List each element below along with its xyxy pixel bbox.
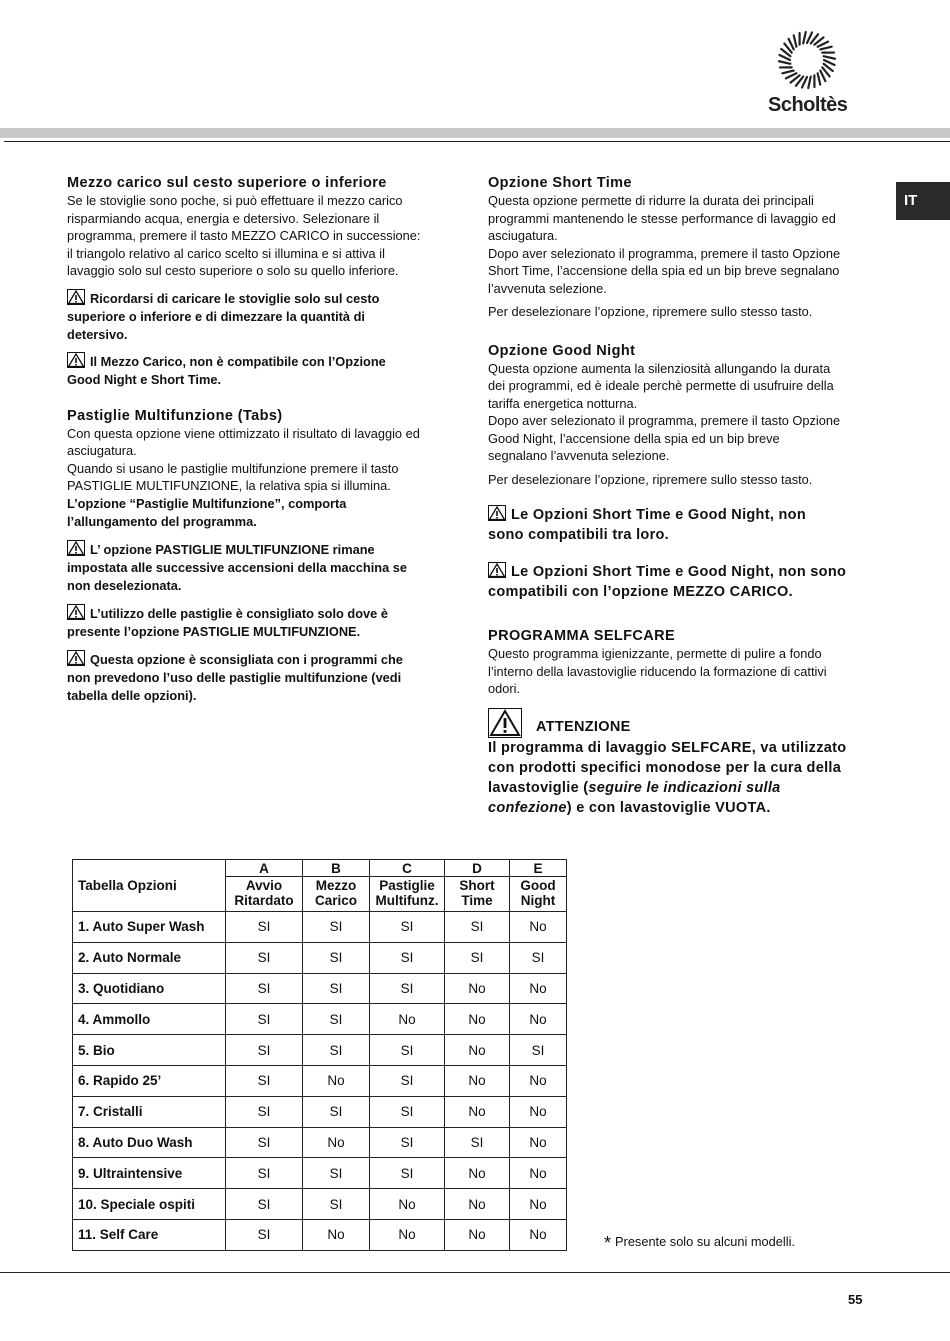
option-cell: SI bbox=[370, 1096, 445, 1127]
table-title: Tabella Opzioni bbox=[73, 860, 226, 912]
warning-text: Il Mezzo Carico, non è compatibile con l’Opzione bbox=[90, 353, 386, 369]
text-line: asciugatura. bbox=[488, 228, 558, 243]
option-cell: No bbox=[510, 1158, 567, 1189]
text-line: Per deselezionare l’opzione, ripremere sullo stesso tasto. bbox=[488, 304, 813, 319]
option-cell: SI bbox=[226, 1035, 303, 1066]
column-letter: D bbox=[445, 860, 510, 877]
warning-note bbox=[67, 540, 447, 595]
warning-text: impostata alle successive accensioni della macchina se bbox=[67, 559, 408, 575]
option-cell: SI bbox=[303, 1096, 370, 1127]
warning-text: superiore o inferiore e di dimezzare la quantità di bbox=[67, 308, 365, 324]
text-line: Se le stoviglie sono poche, si può effettuare il mezzo carico bbox=[67, 193, 403, 208]
column-letter: E bbox=[510, 860, 567, 877]
program-name: 1. Auto Super Wash bbox=[73, 912, 226, 943]
option-cell: SI bbox=[370, 1035, 445, 1066]
option-cell: No bbox=[445, 1096, 510, 1127]
option-cell: SI bbox=[226, 942, 303, 973]
warning-text: non prevedono l’uso delle pastiglie multifunzione (vedi bbox=[67, 669, 402, 685]
option-cell: SI bbox=[226, 1065, 303, 1096]
option-cell: SI bbox=[303, 912, 370, 943]
text-line: Con questa opzione viene ottimizzato il risultato di lavaggio ed bbox=[67, 425, 420, 441]
text-line: programmi mantenendo le stesse performance di lavaggio ed bbox=[488, 210, 836, 226]
column-header: Good bbox=[510, 877, 567, 894]
table-row bbox=[73, 1065, 567, 1096]
attention-title: ATTENZIONE bbox=[536, 718, 631, 735]
program-name: 10. Speciale ospiti bbox=[73, 1189, 226, 1220]
warning-text: Le Opzioni Short Time e Good Night, non sono bbox=[511, 564, 847, 580]
option-cell: SI bbox=[370, 973, 445, 1004]
text-line: Dopo aver selezionato il programma, premere il tasto Opzione bbox=[488, 245, 841, 261]
text-line: tariffa energetica notturna. bbox=[488, 395, 638, 411]
option-cell: SI bbox=[303, 1004, 370, 1035]
table-row bbox=[73, 1189, 567, 1220]
column-letter: C bbox=[370, 860, 445, 877]
text-line: il triangolo relativo al carico scelto si illumina e si attiva il bbox=[67, 245, 385, 261]
section-title-pastiglie: Pastiglie Multifunzione (Tabs) bbox=[67, 407, 283, 424]
warning-triangle-icon bbox=[67, 289, 85, 305]
warning-text: Ricordarsi di caricare le stoviglie solo sul cesto bbox=[90, 290, 380, 306]
text-line: l’interno della lavastoviglie riducendo la formazione di cattivi bbox=[488, 663, 827, 679]
warning-triangle-icon bbox=[67, 650, 85, 666]
section-title-short-time: Opzione Short Time bbox=[488, 175, 632, 191]
table-row bbox=[73, 942, 567, 973]
warning-text: L’utilizzo delle pastiglie è consigliato solo dove è bbox=[90, 605, 388, 621]
text-line: risparmiando acqua, energia e detersivo. Selezionare il bbox=[67, 210, 380, 226]
table-row bbox=[73, 1158, 567, 1189]
footnote-star: * bbox=[604, 1233, 612, 1253]
option-cell: SI bbox=[303, 1189, 370, 1220]
option-cell: No bbox=[370, 1189, 445, 1220]
program-name: 2. Auto Normale bbox=[73, 942, 226, 973]
column-header: Night bbox=[510, 893, 567, 912]
option-cell: No bbox=[510, 973, 567, 1004]
text-line: PASTIGLIE MULTIFUNZIONE, la relativa spia si illumina. bbox=[67, 478, 391, 493]
option-cell: No bbox=[445, 1065, 510, 1096]
warning-note bbox=[67, 604, 447, 641]
option-cell: SI bbox=[303, 1035, 370, 1066]
text-line: Short Time, l’accensione della spia ed un bip breve segnalano bbox=[488, 263, 840, 278]
option-cell: SI bbox=[303, 973, 370, 1004]
warning-text: sono compatibili tra loro. bbox=[488, 527, 670, 543]
warning-text: L’ opzione PASTIGLIE MULTIFUNZIONE rimane bbox=[90, 541, 375, 557]
header-bar bbox=[0, 128, 950, 138]
table-row bbox=[73, 1096, 567, 1127]
column-header: Short bbox=[445, 877, 510, 894]
attention-text: Il programma di lavaggio SELFCARE, va utilizzato bbox=[488, 739, 847, 756]
table-row bbox=[73, 1035, 567, 1066]
option-cell: No bbox=[510, 1065, 567, 1096]
option-cell: No bbox=[510, 1096, 567, 1127]
option-cell: SI bbox=[370, 1127, 445, 1158]
attention-text: con prodotti specifici monodose per la cura della bbox=[488, 759, 842, 776]
warning-text: Questa opzione è sconsigliata con i programmi che bbox=[90, 651, 403, 667]
column-header: Carico bbox=[303, 893, 370, 912]
text-line: lavaggio solo sul cesto superiore o solo su quello inferiore. bbox=[67, 263, 399, 278]
attention-text-italic: confezione bbox=[488, 799, 567, 816]
column-header: Avvio bbox=[226, 877, 303, 894]
table-row bbox=[73, 973, 567, 1004]
warning-text: Le Opzioni Short Time e Good Night, non bbox=[511, 507, 806, 523]
option-cell: SI bbox=[370, 1158, 445, 1189]
warning-triangle-icon bbox=[488, 562, 506, 578]
options-table-wrapper bbox=[72, 859, 567, 1251]
program-name: 9. Ultraintensive bbox=[73, 1158, 226, 1189]
table-row bbox=[73, 912, 567, 943]
column-letter: B bbox=[303, 860, 370, 877]
column-header: Time bbox=[445, 893, 510, 912]
table-row bbox=[73, 1219, 567, 1250]
warning-note bbox=[67, 650, 447, 705]
column-header: Mezzo bbox=[303, 877, 370, 894]
text-line: Questa opzione permette di ridurre la durata dei principali bbox=[488, 193, 814, 208]
option-cell: No bbox=[445, 1035, 510, 1066]
attention-text-italic: seguire le indicazioni sulla bbox=[588, 779, 781, 796]
text-line: programma, premere il tasto MEZZO CARICO in successione: bbox=[67, 228, 421, 243]
text-line: dei programmi, ed è ideale perchè permette di usufruire della bbox=[488, 378, 834, 393]
program-name: 6. Rapido 25’ bbox=[73, 1065, 226, 1096]
attention-box bbox=[488, 708, 888, 818]
section-title-selfcare: PROGRAMMA SELFCARE bbox=[488, 628, 676, 644]
program-name: 7. Cristalli bbox=[73, 1096, 226, 1127]
option-cell: No bbox=[303, 1127, 370, 1158]
text-line: Dopo aver selezionato il programma, premere il tasto Opzione bbox=[488, 413, 841, 428]
warning-triangle-icon bbox=[488, 708, 522, 738]
program-name: 5. Bio bbox=[73, 1035, 226, 1066]
brand-logo bbox=[776, 30, 838, 90]
option-cell: No bbox=[445, 1004, 510, 1035]
brand-name: Scholtès bbox=[768, 94, 848, 116]
option-cell: SI bbox=[303, 1158, 370, 1189]
option-cell: No bbox=[510, 1004, 567, 1035]
option-cell: SI bbox=[510, 942, 567, 973]
warning-note bbox=[67, 352, 447, 389]
section-title-good-night: Opzione Good Night bbox=[488, 342, 636, 359]
program-name: 3. Quotidiano bbox=[73, 973, 226, 1004]
warning-text: compatibili con l’opzione MEZZO CARICO. bbox=[488, 584, 793, 600]
option-cell: No bbox=[445, 1158, 510, 1189]
warning-text: tabella delle opzioni). bbox=[67, 687, 197, 703]
table-header-letters bbox=[73, 860, 567, 877]
text-line: Per deselezionare l’opzione, ripremere sullo stesso tasto. bbox=[488, 471, 813, 487]
program-name: 8. Auto Duo Wash bbox=[73, 1127, 226, 1158]
option-cell: No bbox=[303, 1219, 370, 1250]
option-cell: No bbox=[370, 1219, 445, 1250]
option-cell: No bbox=[510, 912, 567, 943]
text-line: Quando si usano le pastiglie multifunzione premere il tasto bbox=[67, 460, 399, 476]
option-cell: SI bbox=[370, 942, 445, 973]
column-header: Pastiglie bbox=[370, 877, 445, 894]
warning-text: Good Night e Short Time. bbox=[67, 371, 222, 387]
option-cell: SI bbox=[226, 1219, 303, 1250]
text-line: l’avvenuta selezione. bbox=[488, 280, 607, 296]
option-cell: SI bbox=[226, 973, 303, 1004]
option-cell: SI bbox=[303, 942, 370, 973]
attention-text: ) e con lavastoviglie VUOTA. bbox=[566, 799, 771, 816]
option-cell: SI bbox=[226, 1004, 303, 1035]
option-cell: SI bbox=[226, 1096, 303, 1127]
option-cell: SI bbox=[445, 1127, 510, 1158]
option-cell: SI bbox=[510, 1035, 567, 1066]
warning-triangle-icon bbox=[67, 352, 85, 368]
options-table bbox=[72, 859, 567, 1251]
warning-text: detersivo. bbox=[67, 326, 128, 342]
program-name: 11. Self Care bbox=[73, 1219, 226, 1250]
program-name: 4. Ammollo bbox=[73, 1004, 226, 1035]
text-line: odori. bbox=[488, 681, 521, 696]
section-title-mezzo-carico: Mezzo carico sul cesto superiore o inferiore bbox=[67, 175, 387, 191]
column-letter: A bbox=[226, 860, 303, 877]
option-cell: SI bbox=[226, 912, 303, 943]
language-tab[interactable]: IT bbox=[896, 182, 950, 220]
left-column bbox=[67, 175, 447, 705]
option-cell: SI bbox=[445, 942, 510, 973]
footnote-text: Presente solo su alcuni modelli. bbox=[615, 1234, 795, 1249]
warning-text: non deselezionata. bbox=[67, 577, 182, 593]
table-row bbox=[73, 1004, 567, 1035]
option-cell: SI bbox=[370, 1065, 445, 1096]
text-line: Questo programma igienizzante, permette di pulire a fondo bbox=[488, 646, 822, 661]
option-cell: No bbox=[510, 1219, 567, 1250]
option-cell: SI bbox=[370, 912, 445, 943]
header-divider bbox=[4, 141, 950, 142]
text-line: Questa opzione aumenta la silenziosità allungando la durata bbox=[488, 360, 831, 376]
footnote bbox=[604, 1233, 795, 1254]
warning-note bbox=[488, 562, 888, 602]
option-cell: SI bbox=[226, 1189, 303, 1220]
option-cell: No bbox=[445, 973, 510, 1004]
warning-text: presente l’opzione PASTIGLIE MULTIFUNZIONE. bbox=[67, 623, 361, 639]
table-row bbox=[73, 1127, 567, 1158]
text-line: Good Night, l’accensione della spia ed un bip breve bbox=[488, 430, 780, 446]
warning-triangle-icon bbox=[488, 505, 506, 521]
option-cell: No bbox=[510, 1189, 567, 1220]
text-line: asciugatura. bbox=[67, 443, 137, 458]
footer-divider bbox=[0, 1272, 950, 1273]
option-cell: SI bbox=[445, 912, 510, 943]
column-header: Ritardato bbox=[226, 893, 303, 912]
option-cell: SI bbox=[226, 1158, 303, 1189]
text-line: segnalano l’avvenuta selezione. bbox=[488, 448, 670, 463]
option-cell: No bbox=[445, 1189, 510, 1220]
text-line-bold: l’allungamento del programma. bbox=[67, 513, 257, 529]
sunburst-logo-icon bbox=[776, 30, 838, 90]
warning-note bbox=[67, 289, 447, 344]
attention-text: lavastoviglie ( bbox=[488, 779, 589, 796]
warning-triangle-icon bbox=[67, 604, 85, 620]
option-cell: SI bbox=[226, 1127, 303, 1158]
warning-triangle-icon bbox=[67, 540, 85, 556]
column-header: Multifunz. bbox=[370, 893, 445, 912]
warning-note bbox=[488, 505, 888, 545]
page-number: 55 bbox=[848, 1292, 863, 1307]
text-line-bold: L’opzione “Pastiglie Multifunzione”, comporta bbox=[67, 495, 347, 511]
right-column bbox=[488, 175, 888, 818]
option-cell: No bbox=[370, 1004, 445, 1035]
option-cell: No bbox=[445, 1219, 510, 1250]
option-cell: No bbox=[510, 1127, 567, 1158]
option-cell: No bbox=[303, 1065, 370, 1096]
